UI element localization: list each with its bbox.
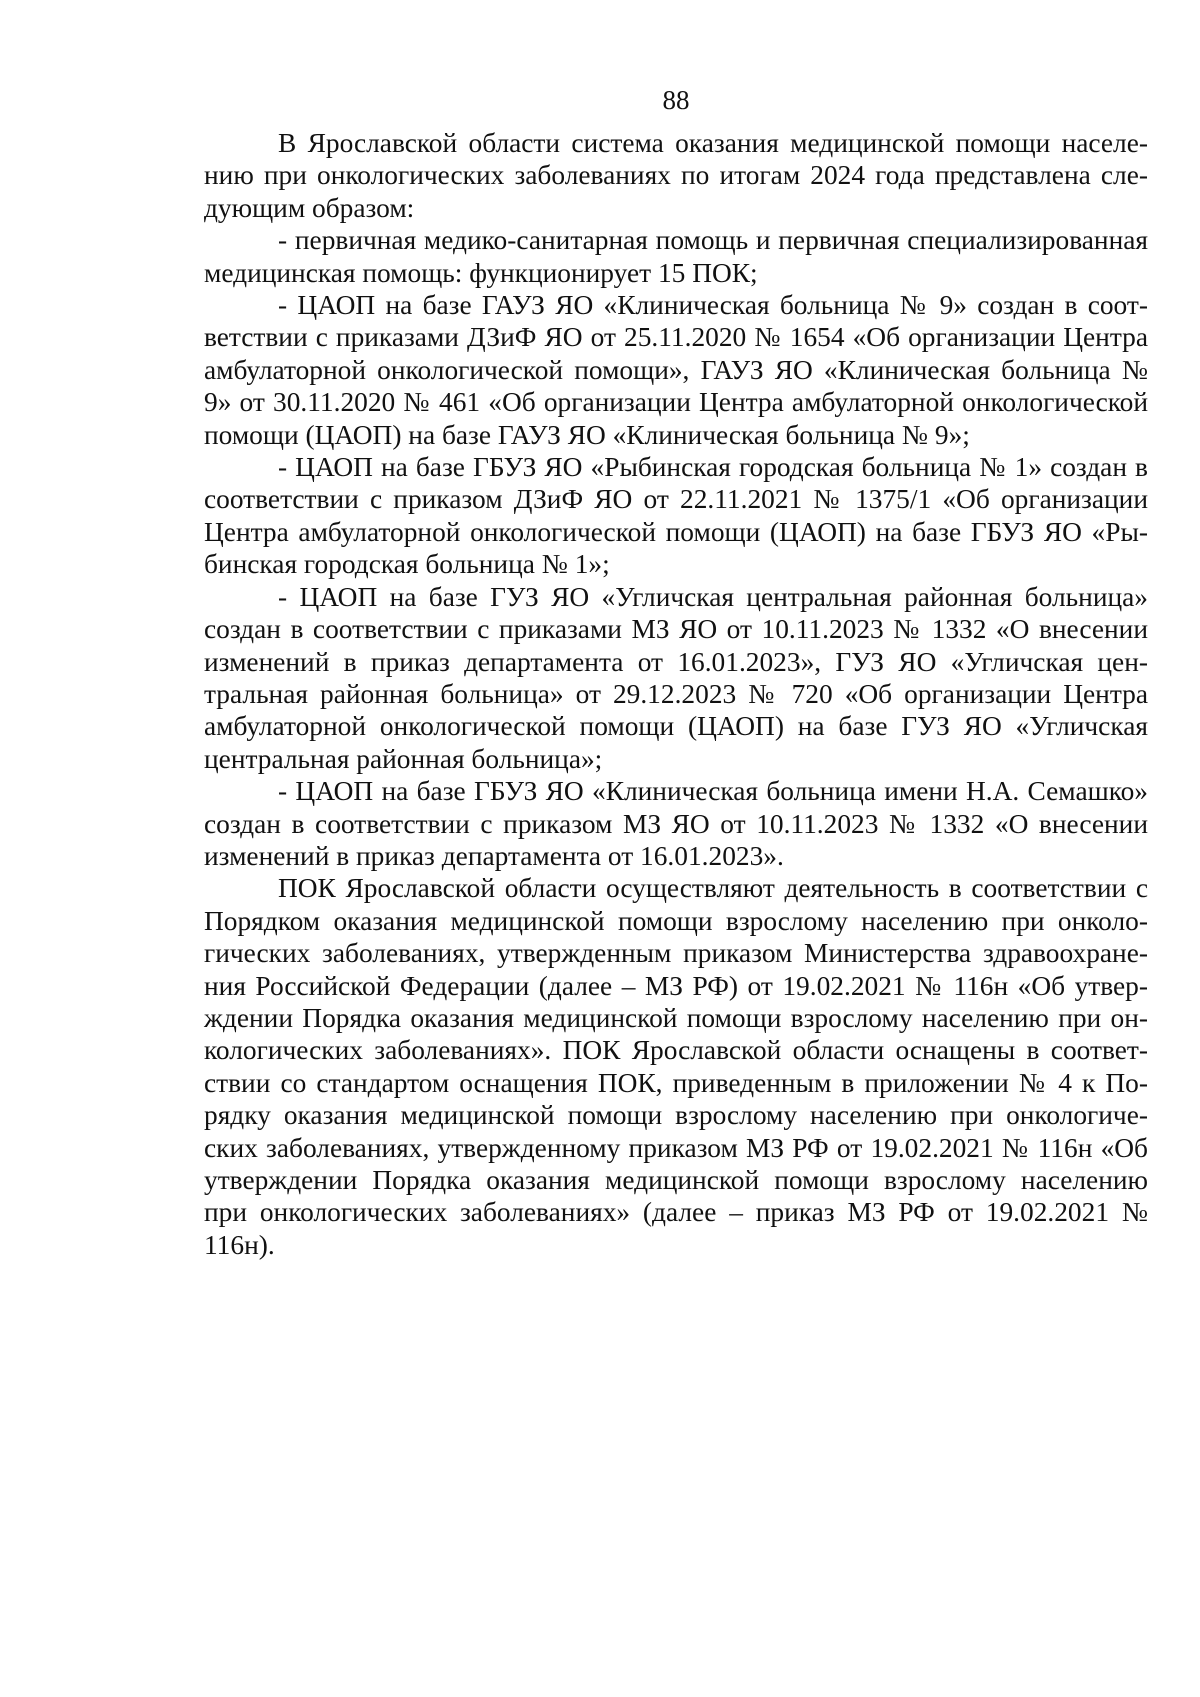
paragraph-caop-hospital-9: - ЦАОП на базе ГАУЗ ЯО «Клиническая больница № 9» создан в соответствии с приказами ДЗиФ ЯО от 25.11.2020 № 1654 «Об организации Центра амбулаторной онкологической помощи», ГАУЗ ЯО «Клиническая больница № 9» от 30.11.2020 № 461 «Об организации Центра амбулаторной онкологической помощи (ЦАОП) на базе ГАУЗ ЯО «Клиническая больница № 9»; <box>204 290 1148 450</box>
paragraph-intro: В Ярославской области система оказания медицинской помощи населению при онкологических заболеваниях по итогам 2024 года представлена следующим образом: <box>204 128 1148 223</box>
document-body <box>204 127 1148 1261</box>
paragraph-primary-care: - первичная медико-санитарная помощь и первичная специализированная медицинская помощь: функционирует 15 ПОК; <box>204 225 1148 288</box>
paragraph-caop-uglich: - ЦАОП на базе ГУЗ ЯО «Угличская центральная районная больница» создан в соответствии с приказами МЗ ЯО от 10.11.2023 № 1332 «О внесении изменений в приказ департамента от 16.01.2023», ГУЗ ЯО «Угличская центральная районная больница» от 29.12.2023 № 720 «Об организации Центра амбулаторной онкологической помощи (ЦАОП) на базе ГУЗ ЯО «Угличская центральная районная больница»; <box>204 581 1148 774</box>
paragraph-caop-rybinsk: - ЦАОП на базе ГБУЗ ЯО «Рыбинская городская больница № 1» создан в соответствии с приказом ДЗиФ ЯО от 22.11.2021 № 1375/1 «Об организации Центра амбулаторной онкологической помощи (ЦАОП) на базе ГБУЗ ЯО «Рыбинская городская больница № 1»; <box>204 452 1148 580</box>
page-number: 88 <box>662 85 690 115</box>
paragraph-caop-semashko: - ЦАОП на базе ГБУЗ ЯО «Клиническая больница имени Н.А. Семашко» создан в соответствии с приказом МЗ ЯО от 10.11.2023 № 1332 «О внесении изменений в приказ департамента от 16.01.2023». <box>204 776 1148 871</box>
paragraph-pok-procedure: ПОК Ярославской области осуществляют деятельность в соответствии с Порядком оказания медицинской помощи взрослому населению при онкологических заболеваниях, утвержденным приказом Министерства здравоохранения Российской Федерации (далее – МЗ РФ) от 19.02.2021 № 116н «Об утверждении Порядка оказания медицинской помощи взрослому населению при онкологических заболеваниях». ПОК Ярославской области оснащены в соответствии со стандартом оснащения ПОК, приведенным в приложении № 4 к Порядку оказания медицинской помощи взрослому населению при онкологических заболеваниях, утвержденному приказом МЗ РФ от 19.02.2021 № 116н «Об утверждении Порядка оказания медицинской помощи взрослому населению при онкологических заболеваниях» (далее – приказ МЗ РФ от 19.02.2021 № 116н). <box>204 873 1148 1260</box>
